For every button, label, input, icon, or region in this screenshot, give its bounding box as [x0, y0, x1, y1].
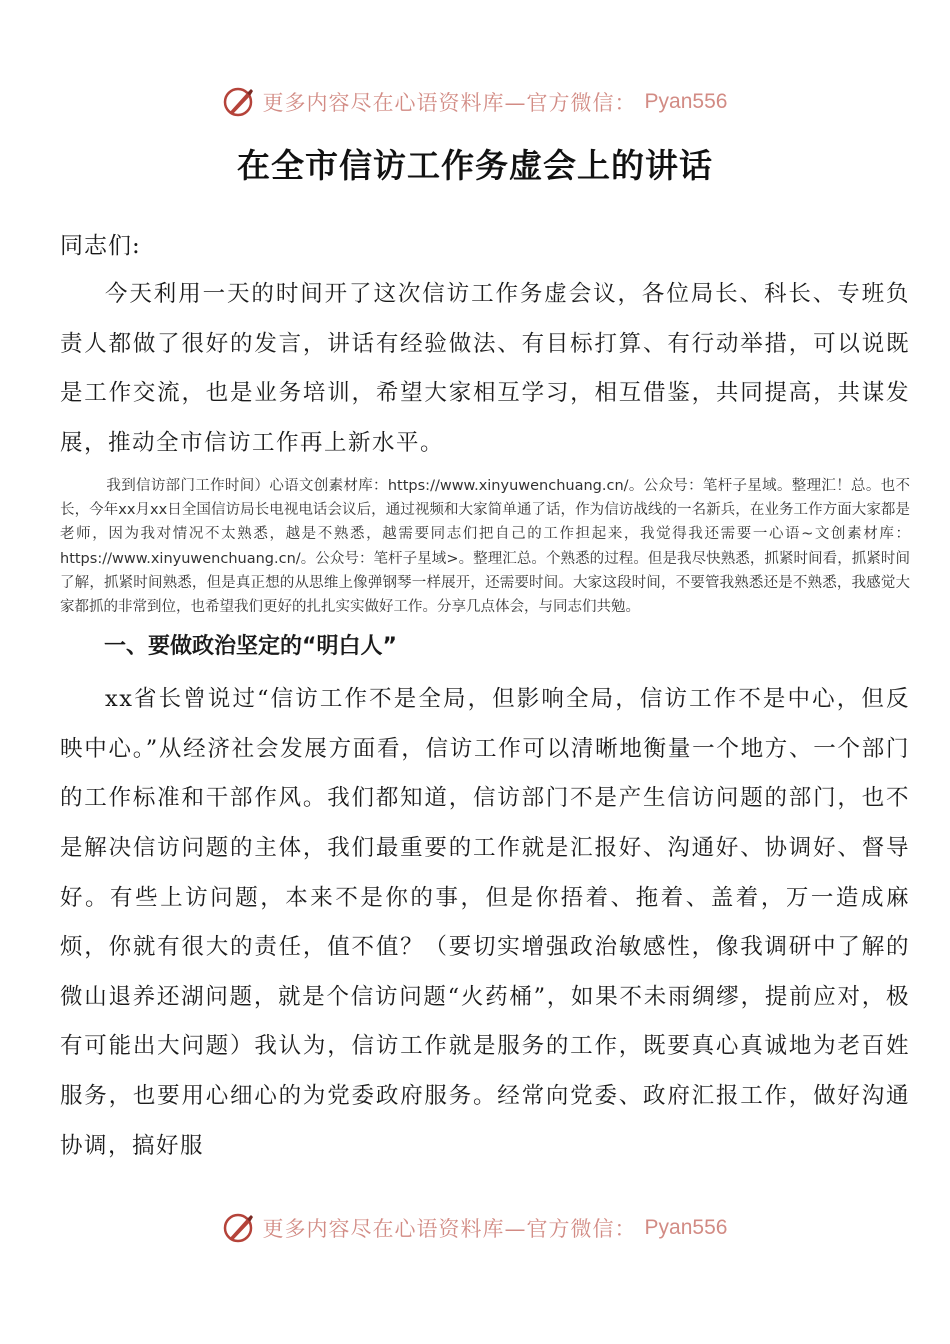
pen-logo-icon [223, 86, 255, 118]
watermark-text: 更多内容尽在心语资料库—官方微信： [262, 1217, 637, 1241]
watermark-text: 更多内容尽在心语资料库—官方微信： [262, 91, 637, 115]
document-body [60, 222, 910, 1171]
watermark-wechat-handle: Pyan556 [644, 90, 728, 113]
watermark-header [0, 82, 950, 122]
section-heading-1: 一、要做政治坚定的“明白人” [104, 634, 397, 660]
salutation: 同志们: [60, 233, 141, 259]
inserted-note-paragraph: 我到信访部门工作时间）心语文创素材库：https://www.xinyuwenchuang.cn/。公众号：笔杆子星域。整理汇！总。也不长，今年xx月xx日全国信访局长电视电话会议后，通过视频和大家简单通了话，作为信访战线的一名新兵，在业务工作方面大家都是老师，因为我对情况不太熟悉，越是不熟悉，越需要同志们把自己的工作担起来，我觉得我还需要一心语~文创素材库：https://www.xinyuwenchuang.cn/。公众号：笔杆子星域>。整理汇总。个熟悉的过程。但是我尽快熟悉，抓紧时间看，抓紧时间了解，抓紧时间熟悉，但是真正想的从思维上像弹钢琴一样展开，还需要时间。大家这段时间，不要管我熟悉还是不熟悉，我感觉大家都抓的非常到位，也希望我们更好的扎扎实实做好工作。分享几点体会，与同志们共勉。 [60, 478, 910, 616]
document-title: 在全市信访工作务虚会上的讲话 [237, 146, 713, 185]
watermark-footer [0, 1208, 950, 1248]
watermark-wechat-handle: Pyan556 [644, 1216, 728, 1239]
pen-logo-icon [223, 1212, 255, 1244]
paragraph-opening: 今天利用一天的时间开了这次信访工作务虚会议，各位局长、科长、专班负责人都做了很好的发言，讲话有经验做法、有目标打算、有行动举措，可以说既是工作交流，也是业务培训，希望大家相互学习，相互借鉴，共同提高，共谋发展，推动全市信访工作再上新水平。 [60, 281, 910, 456]
paragraph-section-1: xx省长曾说过“信访工作不是全局，但影响全局，信访工作不是中心，但反映中心。”从经济社会发展方面看，信访工作可以清晰地衡量一个地方、一个部门的工作标准和干部作风。我们都知道，信访部门不是产生信访问题的部门，也不是解决信访问题的主体，我们最重要的工作就是汇报好、沟通好、协调好、督导好。有些上访问题，本来不是你的事，但是你捂着、拖着、盖着，万一造成麻烦，你就有很大的责任，值不值？（要切实增强政治敏感性，像我调研中了解的微山退养还湖问题，就是个信访问题“火药桶”，如果不未雨绸缪，提前应对，极有可能出大问题）我认为，信访工作就是服务的工作，既要真心真诚地为老百姓服务，也要用心细心的为党委政府服务。经常向党委、政府汇报工作，做好沟通协调，搞好服 [60, 686, 910, 1159]
